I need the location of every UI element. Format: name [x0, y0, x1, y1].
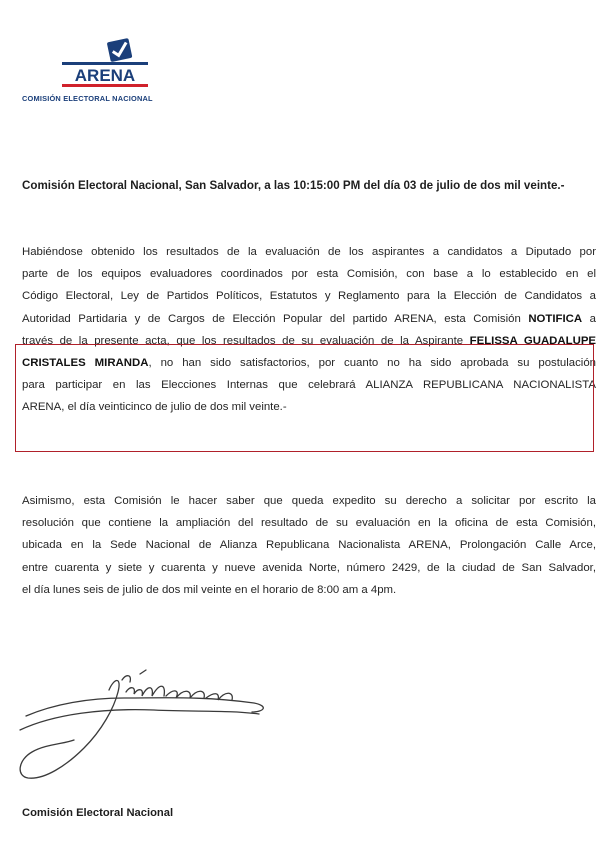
- paragraph-line: parte de los equipos evaluadores coordinados por esta Comisión, con base a lo establecido en el: [22, 268, 596, 281]
- candidate-name-part2: CRISTALES MIRANDA: [22, 357, 149, 370]
- org-subtitle: COMISIÓN ELECTORAL NACIONAL: [22, 94, 153, 103]
- highlight-box: [15, 344, 594, 452]
- ballot-check-icon: [107, 38, 133, 62]
- text-run: , no han sido satisfactorios, por cuanto no ha sido aprobada su postulación: [148, 357, 596, 370]
- notifica-bold: NOTIFICA: [528, 312, 583, 325]
- arena-logo-mark: [60, 38, 152, 94]
- paragraph-rights: [22, 490, 596, 601]
- handwritten-signature: [14, 668, 284, 788]
- text-run: Autoridad Partidaria y de Cargos de Elección Popular del partido ARENA, esta Comisión: [22, 312, 521, 325]
- brand-wordmark: ARENA: [74, 66, 136, 85]
- paragraph-line: ARENA, el día veinticinco de julio de dos mil veinte.-: [22, 401, 287, 414]
- paragraph-line: ubicada en la Sede Nacional de Alianza Republicana Nacionalista ARENA, Prolongación Calle Arce,: [22, 539, 596, 552]
- paragraph-line: el día lunes seis de julio de dos mil veinte en el horario de 8:00 am a 4pm.: [22, 583, 397, 596]
- document-heading: Comisión Electoral Nacional, San Salvador, a las 10:15:00 PM del día 03 de julio de dos mil veinte.-: [22, 179, 565, 192]
- paragraph-line: Código Electoral, Ley de Partidos Políticos, Estatutos y Reglamento para la Elección de Candidatos a: [22, 290, 596, 303]
- paragraph-line: para participar en las Elecciones Internas que celebrará ALIANZA REPUBLICANA NACIONALISTA: [22, 379, 596, 392]
- text-run: través de la presente acta, que los resultados de su evaluación de la Aspirante: [22, 334, 464, 347]
- paragraph-line: entre cuarenta y siete y cuarenta y nueve avenida Norte, número 2429, de la ciudad de San Salvador,: [22, 561, 596, 574]
- paragraph-line: resolución que contiene la ampliación del resultado de su evaluación en la oficina de esta Comisión,: [22, 517, 596, 530]
- paragraph-line: Habiéndose obtenido los resultados de la evaluación de los aspirantes a candidatos a Diputado por: [22, 246, 596, 258]
- text-run: a: [589, 312, 597, 325]
- candidate-name-part1: FELISSA GUADALUPE: [469, 334, 597, 347]
- signature-label: Comisión Electoral Nacional: [22, 807, 174, 819]
- paragraph-line: [22, 308, 596, 330]
- paragraph-line: Asimismo, esta Comisión le hacer saber que queda expedito su derecho a solicitar por escrito la: [22, 495, 596, 507]
